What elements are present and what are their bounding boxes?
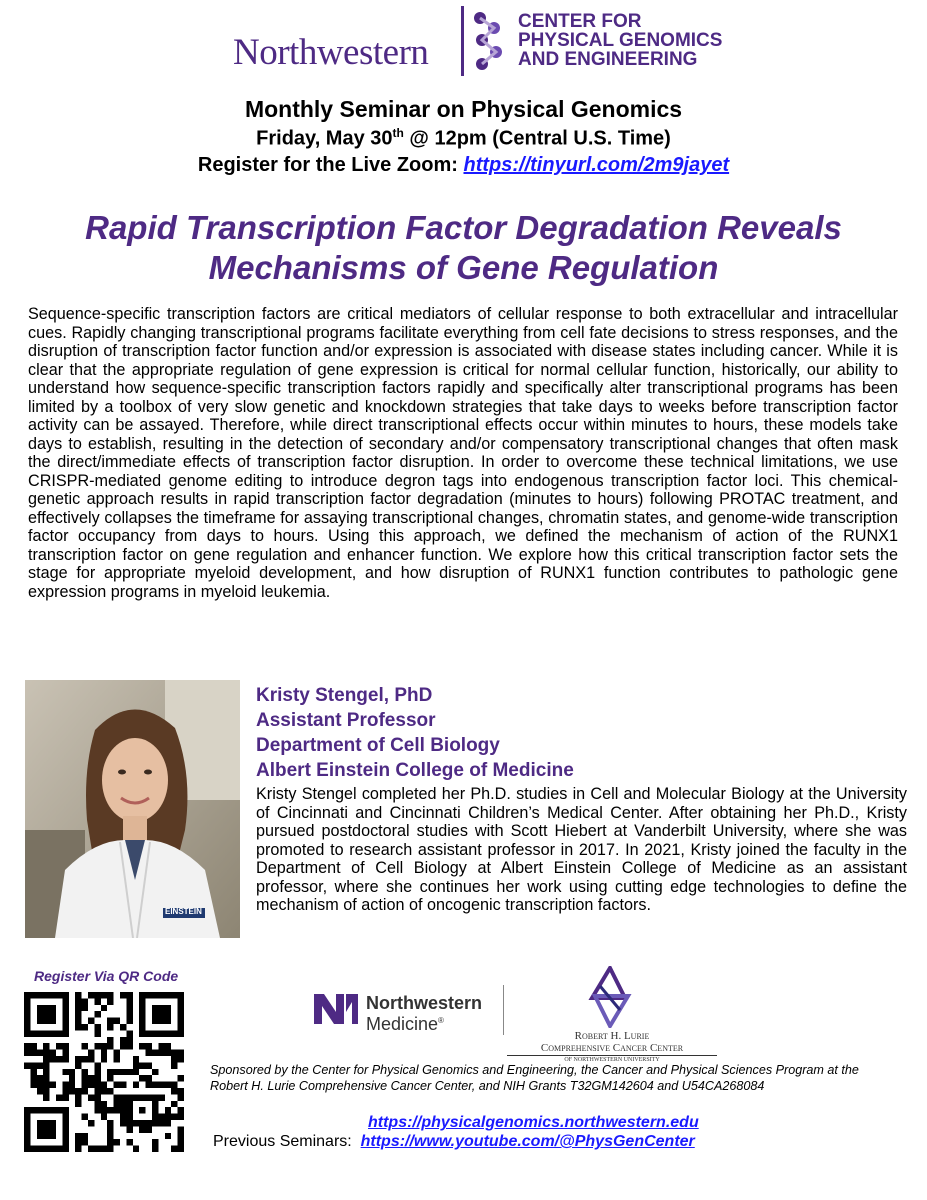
previous-seminars-line: [213, 1133, 695, 1151]
nm-logo-icon: [312, 992, 360, 1026]
website-line: [368, 1114, 699, 1132]
nm-wordmark: [366, 993, 482, 1035]
qr-label: Register Via QR Code: [34, 968, 179, 984]
talk-abstract: Sequence-specific transcription factors are critical mediators of cellular response to both extracellular and intracellular cues. Rapidly changing transcriptional programs facilitate everything from cell fate decisions to stress responses, and the disruption of transcription factor function and/or expression is associated with disease states including cancer. While it is clear that the appropriate regulation of gene expression is critical for normal cellular function, historically, our ability to understand how sequence-specific transcription factors rapidly and specifically alter transcriptional programs has been limited by a toolbox of very slow genetic and knockdown strategies that take days to weeks before transcription factor activity can be assayed. Therefore, while direct transcriptional effects occur within minutes to hours, these models take days to establish, resulting in the detection of secondary and/or compensatory transcriptional changes that often mask the direct/immediate effects of transcription factor disruption. In order to overcome these technical limitations, we use CRISPR-mediated genome editing to introduce degron tags into endogenous transcription factor loci. This chemical-genetic approach results in rapid transcription factor degradation (minutes to hours) following PROTAC treatment, and effectively collapses the timeframe for assaying transcriptional changes, chromatin states, and genome-wide transcription factor occupancy from days to hours. Using this approach, we defined the mechanism of action of the RUNX1 transcription factor on gene regulation and enhancer function. We explore how this critical transcription factor sets the stage for appropriate myeloid development, and how disruption of RUNX1 function contributes to pathologic gene expression programs in myeloid leukemia.: [28, 305, 898, 601]
header-divider: [461, 6, 464, 76]
speaker-institution: Albert Einstein College of Medicine: [256, 760, 574, 781]
talk-title-line2: Mechanisms of Gene Regulation: [208, 249, 719, 286]
speaker-bio: Kristy Stengel completed her Ph.D. studies in Cell and Molecular Biology at the University of Cincinnati and Cincinnati Children’s Medical Center. After obtaining her Ph.D., Kristy pursued postdoctoral studies with Scott Hiebert at Vanderbilt University, where she was promoted to research assistant professor in 2017. In 2021, Kristy joined the faculty in the Department of Cell Biology at Albert Einstein College of Medicine as an assistant professor, where she continues her work using cutting edge technologies to define the mechanism of action of oncogenic transcription factors.: [256, 785, 907, 914]
center-name: [518, 12, 722, 69]
logo-divider: [503, 985, 504, 1035]
register-line: [0, 154, 927, 177]
center-name-line1: CENTER FOR: [518, 11, 642, 32]
sponsor-text: Sponsored by the Center for Physical Genomics and Engineering, the Cancer and Physical Sciences Program at the Robert H. Lurie Comprehensive Cancer Center, and NIH Grants T32GM142604 and U54CA268084: [210, 1063, 859, 1093]
northwestern-wordmark: Northwestern: [233, 32, 429, 73]
seminar-series-title: Monthly Seminar on Physical Genomics: [244, 96, 683, 122]
talk-title-line1: Rapid Transcription Factor Degradation Reveals: [85, 209, 842, 246]
nm-wordmark-line2-wrap: [366, 1014, 482, 1035]
nm-wordmark-line2: Medicine: [366, 1014, 439, 1034]
speaker-position: Assistant Professor: [256, 710, 436, 731]
speaker-photo: [25, 680, 240, 938]
register-label: Register for the Live Zoom:: [197, 154, 464, 176]
lurie-line3: OF NORTHWESTERN UNIVERSITY: [564, 1057, 660, 1063]
seminar-date-prefix: Friday, May 30: [256, 127, 393, 150]
register-zoom-link[interactable]: https://tinyurl.com/2m9jayet: [463, 154, 730, 176]
previous-seminars-label: Previous Seminars:: [213, 1133, 361, 1150]
center-logo-icon: [470, 10, 512, 72]
lurie-line2: Comprehensive Cancer Center: [507, 1042, 717, 1056]
seminar-date-sup: th: [392, 126, 404, 140]
qr-code[interactable]: [24, 992, 184, 1152]
speaker-info: [256, 683, 574, 783]
coat-badge-text: EINSTEIN: [165, 907, 202, 916]
center-name-line2: PHYSICAL GENOMICS: [518, 30, 723, 51]
seminar-date-suffix: @ 12pm (Central U.S. Time): [403, 127, 671, 150]
website-link[interactable]: https://physicalgenomics.northwestern.edu: [368, 1114, 699, 1131]
lurie-star-icon: [580, 966, 640, 1028]
nm-reg-mark: ®: [438, 1016, 444, 1025]
speaker-department: Department of Cell Biology: [256, 735, 500, 756]
lurie-line1: Robert H. Lurie: [574, 1030, 650, 1042]
seminar-date: [0, 126, 927, 151]
nm-wordmark-line1: Northwestern: [366, 993, 483, 1013]
speaker-name: Kristy Stengel, PhD: [256, 685, 433, 706]
center-name-line3: AND ENGINEERING: [518, 49, 698, 70]
lurie-wordmark: [507, 1030, 717, 1063]
talk-title: [0, 208, 927, 288]
youtube-link[interactable]: https://www.youtube.com/@PhysGenCenter: [360, 1133, 695, 1150]
